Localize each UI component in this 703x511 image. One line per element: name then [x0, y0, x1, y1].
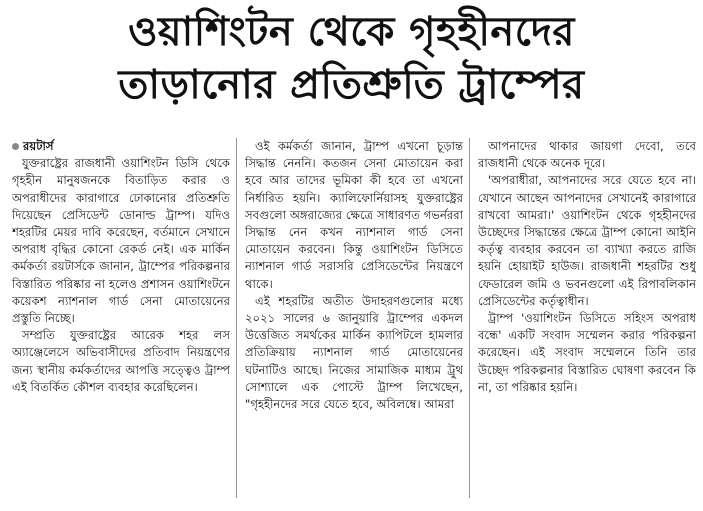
headline-line-1: ওয়াশিংটন থেকে গৃহহীনদের [128, 9, 575, 55]
column-divider [469, 138, 470, 498]
article-column-2 [245, 138, 463, 506]
paragraph: সম্প্রতি যুক্তরাষ্ট্রের আরেক শহর লস অ্যাঞ্জেলেসে অভিবাসীদের প্রতিবাদ নিয়ন্ত্রণের জন্য স্থানীয় কর্মকর্তাদের আপত্তি সত্ত্বেও ট্রাম্প এই বিতর্কিত কৌশল ব্যবহার করেছিলেন। [12, 328, 230, 394]
column-divider [236, 138, 237, 498]
byline-text: রয়টার্স [23, 139, 54, 153]
bullet-icon [12, 143, 19, 150]
article-column-3 [478, 138, 696, 506]
article-body [12, 138, 696, 506]
paragraph: ট্রাম্প 'ওয়াশিংটন ডিসিতে সহিংস অপরাধ বন্ধে' একটি সংবাদ সম্মেলন করার পরিকল্পনা করেছেন। এই সংবাদ সম্মেলনে তিনি তার উচ্ছেদ পরিকল্পনার বিস্তারিত ঘোষণা করবেন কি না, তা পরিষ্কার হয়নি। [478, 311, 696, 394]
paragraph: আপনাদের থাকার জায়গা দেবো, তবে রাজধানী থেকে অনেক দূরে। [478, 139, 696, 171]
paragraph: ওই কর্মকর্তা জানান, ট্রাম্প এখনো চূড়ান্ত সিদ্ধান্ত নেননি। কতজন সেনা মোতায়েন করা হবে আর তাদের ভূমিকা কী হবে তা এখনো নির্ধারিত হয়নি। ক্যালিফোর্নিয়াসহ যুক্তরাষ্ট্রের সবগুলো অঙ্গরাজ্যের ক্ষেত্রে সাধারণত গভর্নররা সিদ্ধান্ত নেন কখন ন্যাশনাল গার্ড সেনা মোতায়েন করবেন। কিন্তু ওয়াশিংটন ডিসিতে ন্যাশনাল গার্ড সরাসরি প্রেসিডেন্টের নিয়ন্ত্রণে থাকে। [245, 139, 463, 291]
byline [12, 138, 230, 155]
headline-line-2: তাড়ানোর প্রতিশ্রুতি ট্রাম্পের [118, 62, 585, 108]
headline [0, 6, 703, 112]
paragraph: 'অপরাধীরা, আপনাদের সরে যেতে হবে না। যেখানে আছেন আপনাদের সেখানেই কারাগারে রাখবো আমরা।' ওয়াশিংটন থেকে গৃহহীনদের উচ্ছেদের সিদ্ধান্তের ক্ষেত্রে ট্রাম্প কোনো আইনি কর্তৃত্ব ব্যবহার করবেন তা ব্যাখ্যা করতে রাজি হয়নি হোয়াইট হাউজ। রাজধানী শহরটির শুধু ফেডারেল জমি ও ভবনগুলো এই রিপাবলিকান প্রেসিডেন্টের কর্তৃত্বাধীন। [478, 173, 696, 308]
paragraph: যুক্তরাষ্ট্রের রাজধানী ওয়াশিংটন ডিসি থেকে গৃহহীন মানুষজনকে বিতাড়িত করার ও অপরাধীদের কারাগারে ঢোকানোর প্রতিশ্রুতি দিয়েছেন প্রেসিডেন্ট ডোনাল্ড ট্রাম্প। যদিও শহরটির মেয়র দাবি করেছেন, বর্তমানে সেখানে অপরাধ বৃদ্ধির কোনো রেকর্ড নেই। এক মার্কিন কর্মকর্তা রয়টার্সকে জানান, ট্রাম্পের পরিকল্পনার বিস্তারিত পরিষ্কার না হলেও প্রশাসন ওয়াশিংটনে কয়েকশ ন্যাশনাল গার্ড সেনা মোতায়েনের প্রস্তুতি নিচ্ছে। [12, 156, 230, 326]
paragraph: এই শহরটির অতীত উদাহরণগুলোর মধ্যে ২০২১ সালের ৬ জানুয়ারি ট্রাম্পের একদল উত্তেজিত সমর্থকের মার্কিন ক্যাপিটলে হামলার প্রতিক্রিয়ায় ন্যাশনাল গার্ড মোতায়েনের ঘটনাটিও আছে। নিজের সামাজিক মাধ্যম ট্রুথ সোশ্যালে এক পোস্টে ট্রাম্প লিখেছেন, "গৃহহীনদের সরে যেতে হবে, অবিলম্বে। আমরা [245, 293, 463, 412]
article-column-1 [12, 138, 230, 506]
